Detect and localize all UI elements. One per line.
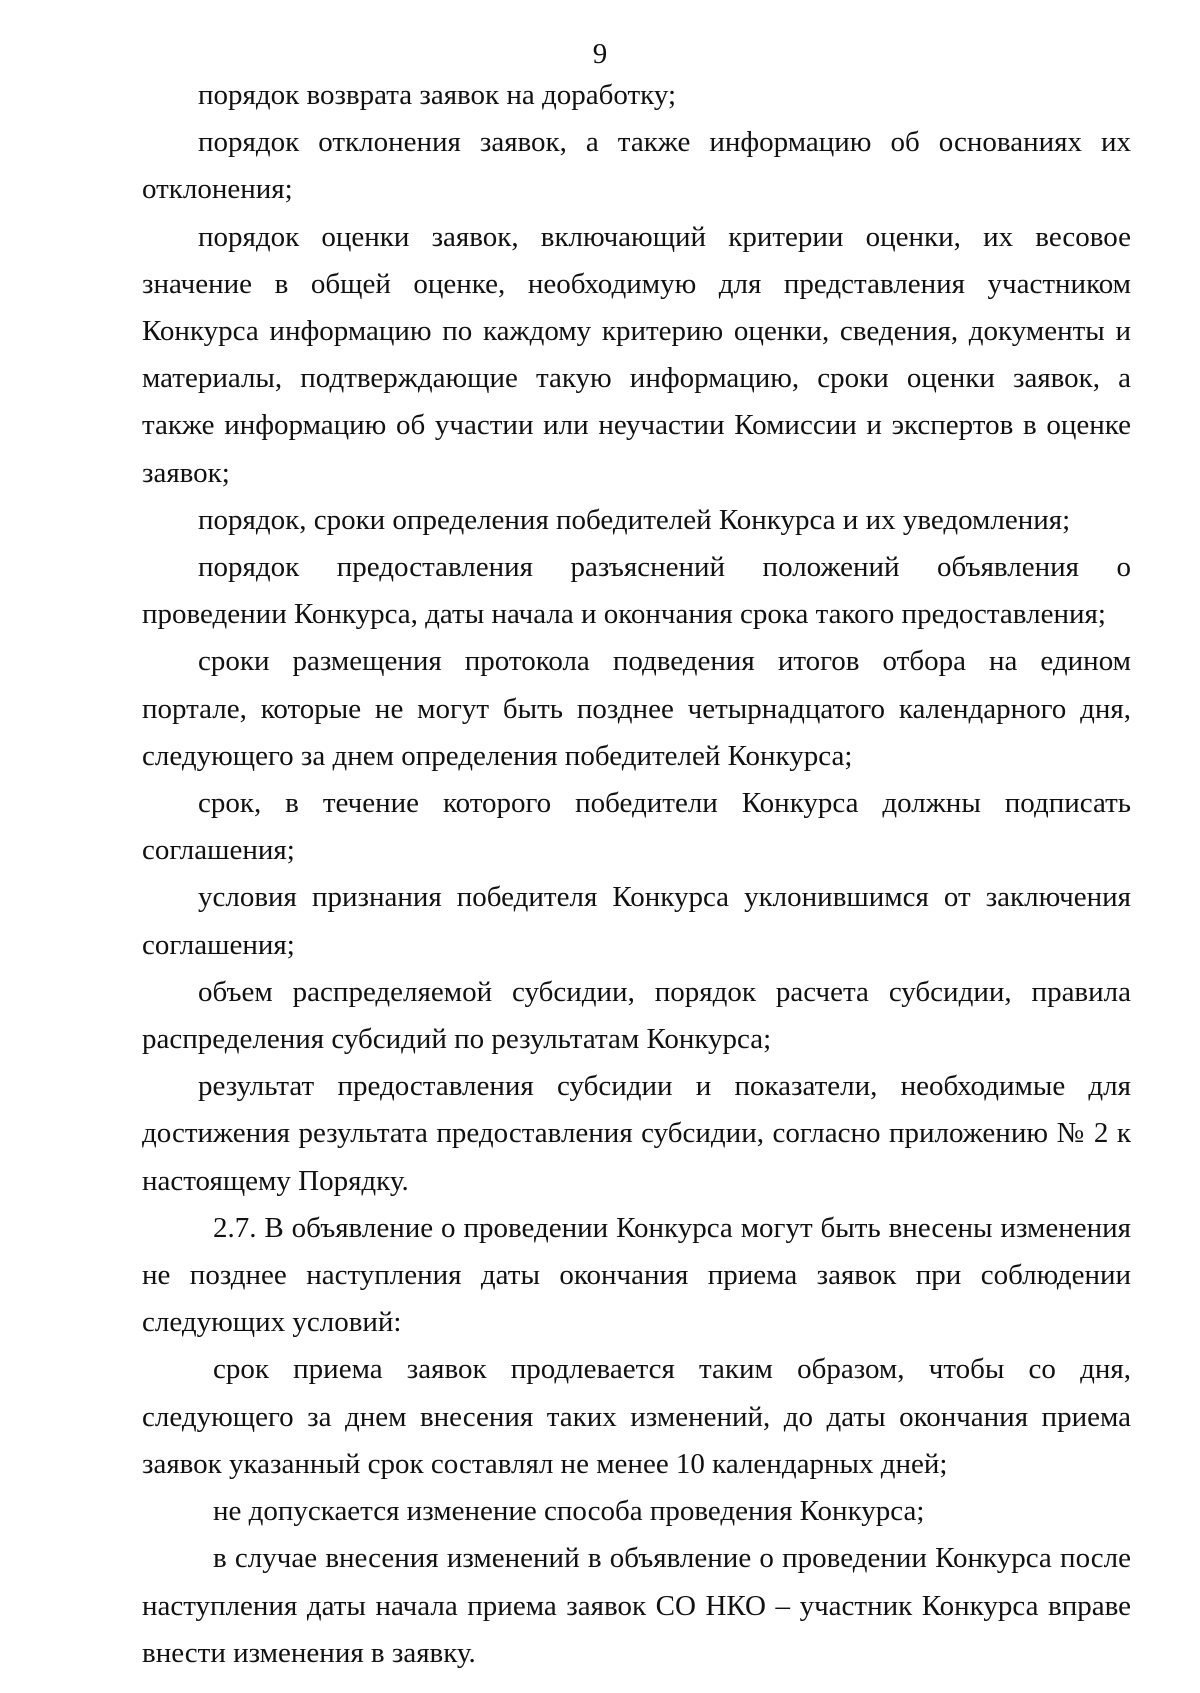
paragraph-agreement-signing: срок, в течение которого победители Конкурса должны подписать соглашения; xyxy=(142,787,1131,867)
paragraph-winners-determination: порядок, сроки определения победителей Конкурса и их уведомления; xyxy=(198,503,1071,536)
paragraph-method-change: не допускается изменение способа проведения Конкурса; xyxy=(213,1495,925,1528)
paragraph-evasion-conditions: условия признания победителя Конкурса уклонившимся от заключения соглашения; xyxy=(142,881,1131,961)
paragraph-evaluation-procedure: порядок оценки заявок, включающий критерии оценки, их весовое значение в общей оценке, необходимую для представления участником Конкурса информацию по каждому критерию оценки, сведения, документы и материалы, подтверждающие такую информацию, сроки оценки заявок, а также информацию об участии или неучастии Комиссии и экспертов в оценке заявок; xyxy=(142,220,1131,489)
paragraph-rejection-procedure: порядок отклонения заявок, а также информацию об основаниях их отклонения; xyxy=(142,126,1131,206)
paragraph-subsidy-volume: объем распределяемой субсидии, порядок расчета субсидии, правила распределения субсидий по результатам Конкурса; xyxy=(142,975,1131,1056)
document-body xyxy=(142,72,1131,1677)
page-number: 9 xyxy=(592,38,608,70)
paragraph-deadline-extension: срок приема заявок продлевается таким образом, чтобы со дня, следующего за днем внесения таких изменений, до даты окончания приема заявок указанный срок составлял не менее 10 календарных дней; xyxy=(142,1353,1131,1480)
paragraph-return-procedure: порядок возврата заявок на доработку; xyxy=(198,79,677,111)
paragraph-protocol-publication: сроки размещения протокола подведения итогов отбора на едином портале, которые не могут быть позднее четырнадцатого календарного дня, следующего за днем определения победителей Конкурса; xyxy=(142,645,1131,772)
paragraph-section-2-7: 2.7. В объявление о проведении Конкурса могут быть внесены изменения не позднее наступления даты окончания приема заявок при соблюдении следующих условий: xyxy=(142,1211,1131,1339)
paragraph-subsidy-result: результат предоставления субсидии и показатели, необходимые для достижения результата предоставления субсидии, согласно приложению № 2 к настоящему Порядку. xyxy=(142,1070,1131,1197)
paragraph-application-changes: в случае внесения изменений в объявление о проведении Конкурса после наступления даты начала приема заявок СО НКО – участник Конкурса вправе внести изменения в заявку. xyxy=(142,1542,1131,1669)
paragraph-clarifications: порядок предоставления разъяснений положений объявления о проведении Конкурса, даты начала и окончания срока такого предоставления; xyxy=(142,551,1131,631)
